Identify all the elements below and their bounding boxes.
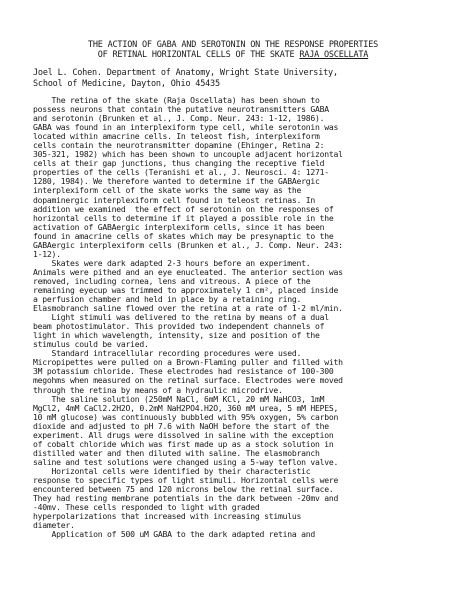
body-line: encountered between 75 and 120 microns below the retinal surface. (33, 485, 334, 495)
body-line: Light stimuli was delivered to the retina by means of a dual (33, 313, 329, 323)
body-line: -40mv. These cells responded to light with graded (33, 503, 260, 513)
body-line: The retina of the skate (Raja Oscellata) has been shown to (33, 96, 320, 105)
body-line: addition we examined the effect of serotonin on the responses of (33, 204, 334, 214)
body-line: and serotonin (Brunken et al., J. Comp. Neur. 243: 1-12, 1986). (33, 114, 325, 124)
body-line: 1-12). (33, 249, 61, 259)
body-line: possess neurons that contain the putative neurotransmitters GABA (33, 105, 329, 115)
body-text (33, 96, 451, 539)
body-line: located within amacrine cells. In teleost fish, interplexiform (33, 132, 320, 142)
author-affiliation (33, 68, 453, 89)
body-line: GABAergic interplexiform cells (Brunken et al., J. Comp. Neur. 243: (33, 240, 343, 250)
body-line: 1280, 1984). We therefore wanted to determine if the GABAergic (33, 177, 320, 187)
body-line: interplexiform cell of the skate works the same way as the (33, 186, 302, 196)
body-line: MgCl2, 4mM CaCl2.2H2O, 0.2mM NaH2PO4.H2O, 360 mM urea, 5 mM HEPES, (33, 403, 339, 413)
body-line: response to specific types of light stimuli. Horizontal cells were (33, 475, 339, 485)
body-line: removed, including cornea, lens and vitreous. A piece of the (33, 276, 311, 286)
body-line: 10 mM glucose) was continuously bubbled with 95% oxygen, 5% carbon (33, 412, 339, 422)
body-line: Application of 500 uM GABA to the dark adapted retina and (33, 530, 315, 540)
body-line: hyperpolarizations that increased with increasing stimulus (33, 512, 302, 522)
body-line: distilled water and then diluted with saline. The elasmobranch (33, 448, 320, 458)
body-line: diameter. (33, 521, 75, 531)
body-line: 3M potassium chloride. These electrodes had resistance of 100-300 (33, 367, 334, 377)
title-line-2 (18, 50, 448, 60)
body-line: dioxide and adjusted to pH 7.6 with NaOH before the start of the (33, 421, 329, 431)
body-line: The saline solution (250mM NaCl, 6mM KCl, 20 mM NaHCO3, 1mM (33, 394, 325, 404)
title-species-name: RAJA OSCELLATA (299, 50, 369, 60)
body-line: through the retina by means of a hydraulic microdrive. (33, 385, 283, 395)
body-line: GABA was found in an interplexiform type cell, while serotonin was (33, 123, 339, 133)
author-line-2: School of Medicine, Dayton, Ohio 45435 (33, 78, 220, 89)
body-line: They had resting membrane potentials in the dark between -20mv and (33, 494, 339, 504)
body-line: Elasmobranch saline flowed over the retina at a rate of 1-2 ml/min. (33, 304, 343, 314)
body-line: experiment. All drugs were dissolved in saline with the exception (33, 430, 334, 440)
body-line: a perfusion chamber and held in place by a retaining ring. (33, 295, 302, 305)
body-line: beam photostimulator. This provided two independent channels of (33, 322, 325, 332)
title-line-1: THE ACTION OF GABA AND SEROTONIN ON THE RESPONSE PROPERTIES (87, 40, 379, 50)
body-line: Micropipettes were pulled on a Brown-Flaming puller and filled with (33, 358, 343, 368)
body-line: saline and test solutions were changed using a 5-way teflon valve. (33, 457, 339, 467)
body-line: cells contain the neurotransmitter dopamine (Ehinger, Retina 2: (33, 141, 325, 151)
body-line: Animals were pithed and an eye enucleated. The anterior section was (33, 267, 343, 277)
body-line: activation of GABAergic interplexiform cells, since it has been (33, 222, 325, 232)
body-line: Horizontal cells were identified by their characteristic (33, 466, 311, 476)
body-line: light in which wavelength, intensity, size and position of the (33, 331, 320, 341)
title-line-2-prefix: OF RETINAL HORIZONTAL CELLS OF THE SKATE (97, 50, 300, 60)
body-line: stimulus could be varied. (33, 340, 149, 350)
body-line: of cobalt chloride which was first made up as a stock solution in (33, 439, 334, 449)
body-line: properties of the cells (Teranishi et al., J. Neurosci. 4: 1271- (33, 168, 329, 178)
body-line: Skates were dark adapted 2-3 hours before an experiment. (33, 258, 311, 268)
body-line: dopaminergic interplexiform cell found in teleost retinas. In (33, 195, 315, 205)
body-line: megohms when measured on the retinal surface. Electrodes were moved (33, 376, 343, 386)
body-line: found in amacrine cells of skates which may be presynaptic to the (33, 231, 334, 241)
body-line: 305-321, 1982) which has been shown to uncouple adjacent horizontal (33, 150, 343, 160)
body-line: cells at their gap junctions, thus changing the receptive field (33, 159, 325, 169)
document-title (18, 40, 448, 60)
body-line: remaining eyecup was trimmed to approximately 1 cm², placed inside (33, 285, 339, 295)
body-line: Standard intracellular recording procedures were used. (33, 349, 302, 359)
body-line: horizontal cells to determine if it played a possible role in the (33, 213, 334, 223)
author-line-1: Joel L. Cohen. Department of Anatomy, Wright State University, (33, 68, 338, 78)
